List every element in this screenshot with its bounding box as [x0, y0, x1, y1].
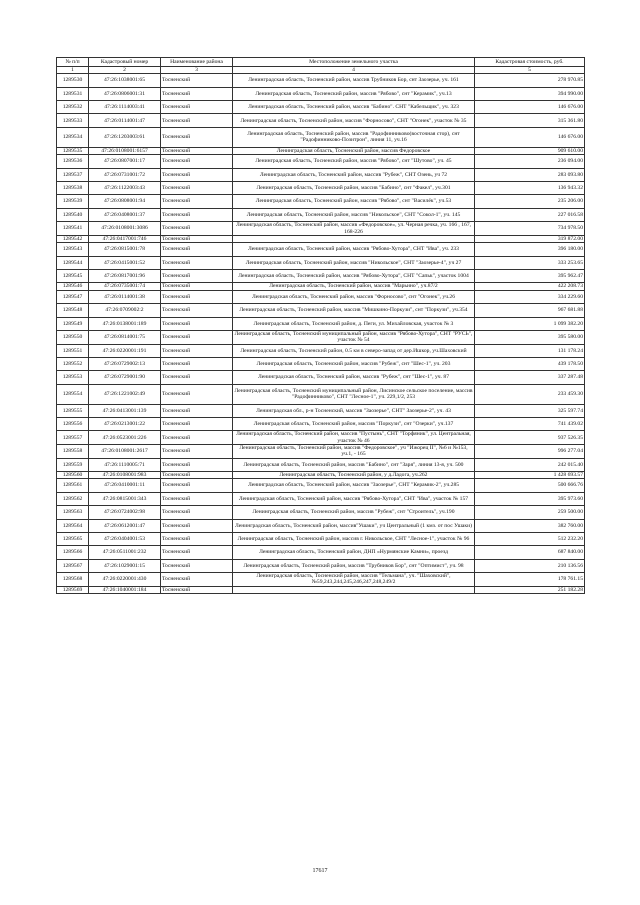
table-row	[57, 506, 585, 519]
cadastral-value-cell: 1 428 693.57	[475, 472, 585, 479]
cadastral-number-cell: 47:26:0729001:90	[89, 371, 161, 384]
table-row	[57, 472, 585, 479]
district-cell: Тосненский	[161, 533, 233, 546]
table-row	[57, 114, 585, 127]
header-cadastral-number: Кадастровый номер	[89, 58, 161, 67]
cadastral-number-cell: 47:26:0808001:94	[89, 195, 161, 208]
table-row	[57, 479, 585, 492]
column-number: 5	[475, 67, 585, 74]
row-number-cell: 1289549	[57, 317, 89, 330]
cadastral-value-cell: 315 361.80	[475, 114, 585, 127]
row-number-cell: 1289541	[57, 222, 89, 236]
cadastral-number-cell: 47:26:0814001:75	[89, 330, 161, 344]
cadastral-number-cell: 47:26:1110005:71	[89, 458, 161, 471]
table-row	[57, 269, 585, 282]
cadastral-value-cell: 394 990.00	[475, 87, 585, 100]
district-cell: Тосненский	[161, 445, 233, 459]
location-cell: Ленинградская область, Тосненский район, массив "Рубеж", снт "Шес-1", уч. 87	[233, 371, 475, 384]
row-number-cell: 1289563	[57, 506, 89, 519]
column-number-row	[57, 67, 585, 74]
row-number-cell: 1289552	[57, 357, 89, 370]
column-number: 4	[233, 67, 475, 74]
table-row	[57, 445, 585, 459]
location-cell: Ленинградская область, Тосненский район, массив "Рябово-Хутора", СНТ "Сапьк", участок 1004	[233, 269, 475, 282]
cadastral-value-cell: 146 676.00	[475, 127, 585, 147]
cadastral-value-cell: 422 208.73	[475, 283, 585, 290]
district-cell: Тосненский	[161, 208, 233, 221]
district-cell: Тосненский	[161, 269, 233, 282]
document-sheet	[56, 57, 584, 594]
district-cell: Тосненский	[161, 168, 233, 181]
table-row	[57, 573, 585, 587]
cadastral-value-cell: 967 681.88	[475, 304, 585, 317]
cadastral-number-cell: 47:26:0612001:47	[89, 519, 161, 532]
district-cell: Тосненский	[161, 222, 233, 236]
district-cell: Тосненский	[161, 235, 233, 242]
cadastral-number-cell: 47:26:0817001:96	[89, 269, 161, 282]
row-number-cell: 1289551	[57, 344, 89, 357]
location-cell: Ленинградская область, Тосненский район, 0.5 км в северо-запад от дер.Ишкор, уч.Шаховский	[233, 344, 475, 357]
cadastral-value-cell: 178 761.15	[475, 573, 585, 587]
cadastral-value-cell: 937 526.35	[475, 431, 585, 445]
cadastral-value-cell: 512 232.20	[475, 533, 585, 546]
district-cell: Тосненский	[161, 418, 233, 431]
cadastral-number-cell: 47:26:0220001:430	[89, 573, 161, 587]
location-cell: Ленинградская область, Тосненский район, массив "Бабино", снт "Факел", уч.301	[233, 182, 475, 195]
location-cell: Ленинградская область, Тосненский район, массив "Трубников Бор", снт "Оптимист", уч. 98	[233, 559, 475, 572]
cadastral-number-cell: 47:26:0114001:38	[89, 290, 161, 303]
cadastral-number-cell: 47:26:0511001:232	[89, 546, 161, 559]
location-cell: Ленинградская область, Тосненский муниципальный район, Лисинское сельское поселение, массив "Радофинниково", СНТ "Лесное-1", уч. 229,1/2, 253	[233, 384, 475, 404]
row-number-cell: 1289560	[57, 472, 89, 479]
table-row	[57, 344, 585, 357]
location-cell: Ленинградская область, Тосненский район, у д.Ладога, уч.262	[233, 472, 475, 479]
cadastral-value-cell: 734 978.50	[475, 222, 585, 236]
cadastral-value-cell: 396 180.00	[475, 243, 585, 256]
row-number-cell: 1289558	[57, 445, 89, 459]
district-cell: Тосненский	[161, 586, 233, 593]
row-number-cell: 1289564	[57, 519, 89, 532]
row-number-cell: 1289566	[57, 546, 89, 559]
location-cell: Ленинградская область, Тосненский район, массив "Рябово-Хутора", СНТ "Ива", уч. 233	[233, 243, 475, 256]
location-cell: Ленинградская область, Тосненский район, массив Трубников Бор, снт Заозерье, уч. 161	[233, 74, 475, 87]
district-cell: Тосненский	[161, 182, 233, 195]
table-row	[57, 168, 585, 181]
table-row	[57, 290, 585, 303]
cadastral-number-cell: 47:26:0404001:53	[89, 533, 161, 546]
cadastral-value-cell: 741 439.02	[475, 418, 585, 431]
district-cell: Тосненский	[161, 404, 233, 417]
cadastral-number-cell: 47:26:0108001:3086	[89, 222, 161, 236]
district-cell: Тосненский	[161, 431, 233, 445]
row-number-cell: 1289546	[57, 283, 89, 290]
table-row	[57, 101, 585, 114]
table-row	[57, 155, 585, 168]
district-cell: Тосненский	[161, 384, 233, 404]
table-row	[57, 182, 585, 195]
district-cell: Тосненский	[161, 195, 233, 208]
row-number-cell: 1289554	[57, 384, 89, 404]
cadastral-number-cell: 47:26:0417001:746	[89, 235, 161, 242]
cadastral-value-cell: 1 099 382.20	[475, 317, 585, 330]
location-cell: Ленинградская область, Тосненский район, массив "Рубеж", СНТ Озень, уч 72	[233, 168, 475, 181]
cadastral-number-cell: 47:26:1114003:41	[89, 101, 161, 114]
cadastral-number-cell: 47:26:0735001:74	[89, 283, 161, 290]
cadastral-value-cell: 227 016.58	[475, 208, 585, 221]
location-cell: Ленинградская область, Тосненский район, ДНП «Нурмянские Камни», проезд	[233, 546, 475, 559]
table-row	[57, 586, 585, 593]
cadastral-number-cell: 47:26:0815001:78	[89, 243, 161, 256]
location-cell: Ленинградская область, Тосненский район, массив "Федоровское", уч "Ижорец II", №6 и №153, уч.1, - 165	[233, 445, 475, 459]
district-cell: Тосненский	[161, 458, 233, 471]
district-cell: Тосненский	[161, 127, 233, 147]
location-cell: Ленинградская область, Тосненский район, массив "Рябово", снт "Шутово", уч. 45	[233, 155, 475, 168]
table-row	[57, 533, 585, 546]
cadastral-value-cell: 251 182.28	[475, 586, 585, 593]
cadastral-value-cell: 337 287.48	[475, 371, 585, 384]
table-row	[57, 87, 585, 100]
location-cell	[233, 235, 475, 242]
cadastral-value-cell: 395 580.00	[475, 330, 585, 344]
row-number-cell: 1289539	[57, 195, 89, 208]
table-row	[57, 195, 585, 208]
cadastral-value-cell: 333 253.65	[475, 256, 585, 269]
location-cell	[233, 586, 475, 593]
district-cell: Тосненский	[161, 506, 233, 519]
table-row	[57, 546, 585, 559]
district-cell: Тосненский	[161, 559, 233, 572]
row-number-cell: 1289545	[57, 269, 89, 282]
location-cell: Ленинградская область, Тосненский район, массив "Радофинниково(восточная стор), снт "Радофинниково-Позитрон", линия 11, уч.16	[233, 127, 475, 147]
row-number-cell: 1289567	[57, 559, 89, 572]
row-number-cell: 1289544	[57, 256, 89, 269]
table-row	[57, 404, 585, 417]
row-number-cell: 1289548	[57, 304, 89, 317]
district-cell: Тосненский	[161, 371, 233, 384]
row-number-cell: 1289555	[57, 404, 89, 417]
table-row	[57, 256, 585, 269]
location-cell: Ленинградская область, Тосненский район, массив "Марьино", уч.87/2	[233, 283, 475, 290]
header-cadastral-value: Кадастровая стоимость, руб.	[475, 58, 585, 67]
table-row	[57, 222, 585, 236]
row-number-cell: 1289534	[57, 127, 89, 147]
location-cell: Ленинградская область, Тосненский район, массив "Никольское", СНТ "Сокол-1", уч. 145	[233, 208, 475, 221]
location-cell: Ленинградская область, Тосненский район, массив "Мишкино-Поркузи", снт "Поркузи", уч.354	[233, 304, 475, 317]
row-number-cell: 1289565	[57, 533, 89, 546]
district-cell: Тосненский	[161, 114, 233, 127]
location-cell: Ленинградская область, Тосненский район, массив "Поркузи", снт "Озерки", уч.137	[233, 418, 475, 431]
cadastral-value-cell: 278 970.85	[475, 74, 585, 87]
cadastral-value-cell: 382 760.00	[475, 519, 585, 532]
district-cell: Тосненский	[161, 573, 233, 587]
column-number: 2	[89, 67, 161, 74]
district-cell: Тосненский	[161, 304, 233, 317]
header-number: № п/п	[57, 58, 89, 67]
table-row	[57, 317, 585, 330]
district-cell: Тосненский	[161, 243, 233, 256]
cadastral-number-cell: 47:26:1203003:61	[89, 127, 161, 147]
row-number-cell: 1289538	[57, 182, 89, 195]
cadastral-value-cell: 235 206.00	[475, 195, 585, 208]
row-number-cell: 1289542	[57, 235, 89, 242]
table-row	[57, 384, 585, 404]
page-number: 17617	[312, 868, 328, 874]
district-cell: Тосненский	[161, 290, 233, 303]
location-cell: Ленинградская обл., р-н Тосненский, массив "Заозерье", СНТ" Заозерье-2", уч. 43	[233, 404, 475, 417]
table-row	[57, 357, 585, 370]
header-location: Местоположение земельного участка	[233, 58, 475, 67]
district-cell: Тосненский	[161, 87, 233, 100]
row-number-cell: 1289540	[57, 208, 89, 221]
cadastral-number-cell: 47:26:0815001:343	[89, 492, 161, 505]
header-district: Наименование района	[161, 58, 233, 67]
cadastral-number-cell: 47:26:0108001:983	[89, 472, 161, 479]
table-row	[57, 519, 585, 532]
cadastral-number-cell: 47:26:0724002:98	[89, 506, 161, 519]
cadastral-number-cell: 47:26:0138001:189	[89, 317, 161, 330]
row-number-cell: 1289531	[57, 87, 89, 100]
cadastral-value-cell: 136 943.32	[475, 182, 585, 195]
table-row	[57, 127, 585, 147]
cadastral-number-cell: 47:26:1029001:15	[89, 559, 161, 572]
cadastral-value-cell: 334 229.60	[475, 290, 585, 303]
cadastral-number-cell: 47:26:0415001:52	[89, 256, 161, 269]
location-cell: Ленинградская область, Тосненский район, массив "Рябово-Хутора", СНТ "Ива", участок № 157	[233, 492, 475, 505]
cadastral-number-cell: 47:26:0413001:139	[89, 404, 161, 417]
district-cell: Тосненский	[161, 330, 233, 344]
cadastral-number-cell: 47:26:1040001:184	[89, 586, 161, 593]
row-number-cell: 1289543	[57, 243, 89, 256]
row-number-cell: 1289550	[57, 330, 89, 344]
cadastral-value-cell: 319 872.00	[475, 235, 585, 242]
row-number-cell: 1289530	[57, 74, 89, 87]
row-number-cell: 1289568	[57, 573, 89, 587]
district-cell: Тосненский	[161, 546, 233, 559]
district-cell: Тосненский	[161, 317, 233, 330]
cadastral-number-cell: 47:26:1221002:49	[89, 384, 161, 404]
cadastral-value-cell: 687 840.00	[475, 546, 585, 559]
cadastral-value-cell: 439 178.50	[475, 357, 585, 370]
table-row	[57, 492, 585, 505]
location-cell: Ленинградская область, Тосненский район, массив "Пустынь", СНТ "Торфяник", ул. Центральная, участок № 46	[233, 431, 475, 445]
row-number-cell: 1289561	[57, 479, 89, 492]
row-number-cell: 1289535	[57, 147, 89, 154]
row-number-cell: 1289569	[57, 586, 89, 593]
table-row	[57, 235, 585, 242]
location-cell: Ленинградская область, Тосненский район, массив "Рябово", снт "Василёк", уч.53	[233, 195, 475, 208]
cadastral-number-cell: 47:26:1038001:65	[89, 74, 161, 87]
district-cell: Тосненский	[161, 519, 233, 532]
district-cell: Тосненский	[161, 283, 233, 290]
cadastral-value-cell: 146 676.00	[475, 101, 585, 114]
cadastral-number-cell: 47:26:1122003:43	[89, 182, 161, 195]
cadastral-number-cell: 47:26:0108001:6157	[89, 147, 161, 154]
cadastral-value-cell: 395 973.60	[475, 492, 585, 505]
location-cell: Ленинградская область, Тосненский район, массив "Форносово", снт "Огонек", уч.26	[233, 290, 475, 303]
table-row	[57, 371, 585, 384]
cadastral-number-cell: 47:26:0523001:226	[89, 431, 161, 445]
cadastral-number-cell: 47:26:0114001:47	[89, 114, 161, 127]
location-cell: Ленинградская область, Тосненский район, массив "Рябово", снт "Керамик", уч.13	[233, 87, 475, 100]
location-cell: Ленинградская область, Тосненский район, массив «Федоровское», ул. Черная речка, уч. 166 , 167, 168-226	[233, 222, 475, 236]
cadastral-value-cell: 283 093.80	[475, 168, 585, 181]
location-cell: Ленинградская область, Тосненский район, массив "Рубеж", снт "Шес-1", уч. 203	[233, 357, 475, 370]
cadastral-table	[56, 57, 585, 594]
table-body	[57, 74, 585, 594]
cadastral-number-cell: 47:26:0729002:13	[89, 357, 161, 370]
row-number-cell: 1289559	[57, 458, 89, 471]
location-cell: Ленинградская область, Тосненский район, массив "Тельмана", уч. "Шаховский", №59,243,244,245,246,247,248,249/2	[233, 573, 475, 587]
location-cell: Ленинградская область, Тосненский муниципальный район, массив "Рябово-Хутора", СНТ "РУСЬ", участок № 54	[233, 330, 475, 344]
table-row	[57, 147, 585, 154]
location-cell: Ленинградская область, Тосненский район, массив "Никольское", СНТ "Заозерье-4", уч 27	[233, 256, 475, 269]
table-row	[57, 304, 585, 317]
district-cell: Тосненский	[161, 74, 233, 87]
district-cell: Тосненский	[161, 344, 233, 357]
cadastral-value-cell: 395 962.47	[475, 269, 585, 282]
district-cell: Тосненский	[161, 256, 233, 269]
location-cell: Ленинградская область, Тосненский район, массив "Бабино", снт "Заря", линия 13-я, уч. 500	[233, 458, 475, 471]
table-row	[57, 283, 585, 290]
table-row	[57, 243, 585, 256]
location-cell: Ленинградская область, Тосненский район, массив"Ушаки", уч Центральный (1 кмз. от пос Ушаки)	[233, 519, 475, 532]
cadastral-value-cell: 259 500.00	[475, 506, 585, 519]
cadastral-number-cell: 47:26:0408001:37	[89, 208, 161, 221]
cadastral-number-cell: 47:26:0213001:22	[89, 418, 161, 431]
cadastral-value-cell: 909 610.00	[475, 147, 585, 154]
cadastral-value-cell: 233 459.30	[475, 384, 585, 404]
cadastral-number-cell: 47:26:0806001:31	[89, 87, 161, 100]
cadastral-number-cell: 47:26:0410001:11	[89, 479, 161, 492]
cadastral-value-cell: 996 277.04	[475, 445, 585, 459]
table-row	[57, 74, 585, 87]
district-cell: Тосненский	[161, 101, 233, 114]
location-cell: Ленинградская область, Тосненский район, массив г. Никольское, СНТ "Лесное-1", участок № 96	[233, 533, 475, 546]
district-cell: Тосненский	[161, 492, 233, 505]
location-cell: Ленинградская область, Тосненский район, массив "Рубеж", снт "Строитель", уч.190	[233, 506, 475, 519]
row-number-cell: 1289557	[57, 431, 89, 445]
location-cell: Ленинградская область, Тосненский район, массив "Форносово", СНТ "Огонек", участок № 35	[233, 114, 475, 127]
cadastral-number-cell: 47:26:0220001:191	[89, 344, 161, 357]
row-number-cell: 1289532	[57, 101, 89, 114]
row-number-cell: 1289533	[57, 114, 89, 127]
cadastral-value-cell: 325 597.74	[475, 404, 585, 417]
table-row	[57, 418, 585, 431]
cadastral-number-cell: 47:26:0709002:2	[89, 304, 161, 317]
district-cell: Тосненский	[161, 147, 233, 154]
row-number-cell: 1289553	[57, 371, 89, 384]
row-number-cell: 1289556	[57, 418, 89, 431]
district-cell: Тосненский	[161, 472, 233, 479]
row-number-cell: 1289537	[57, 168, 89, 181]
cadastral-number-cell: 47:26:0731001:72	[89, 168, 161, 181]
district-cell: Тосненский	[161, 155, 233, 168]
location-cell: Ленинградская область, Тосненский район, массив "Бабино". СНТ "Кабельщик", уч. 323	[233, 101, 475, 114]
row-number-cell: 1289562	[57, 492, 89, 505]
table-row	[57, 330, 585, 344]
cadastral-number-cell: 47:26:0108001:2617	[89, 445, 161, 459]
location-cell: Ленинградская область, Тосненский район, массив Федоровское	[233, 147, 475, 154]
cadastral-value-cell: 210 136.56	[475, 559, 585, 572]
cadastral-value-cell: 500 666.76	[475, 479, 585, 492]
location-cell: Ленинградская область, Тосненский район, д. Пеги, ул. Михайловская, участок № 3	[233, 317, 475, 330]
cadastral-value-cell: 236 094.00	[475, 155, 585, 168]
table-row	[57, 431, 585, 445]
table-row	[57, 458, 585, 471]
column-number: 1	[57, 67, 89, 74]
table-row	[57, 208, 585, 221]
row-number-cell: 1289547	[57, 290, 89, 303]
cadastral-value-cell: 131 178.24	[475, 344, 585, 357]
table-row	[57, 559, 585, 572]
header-row	[57, 58, 585, 67]
row-number-cell: 1289536	[57, 155, 89, 168]
district-cell: Тосненский	[161, 357, 233, 370]
cadastral-value-cell: 242 015.40	[475, 458, 585, 471]
district-cell: Тосненский	[161, 479, 233, 492]
column-number: 3	[161, 67, 233, 74]
location-cell: Ленинградская область, Тосненский район, массив "Заозерье", СНТ "Керамик-2", уч.285	[233, 479, 475, 492]
cadastral-number-cell: 47:26:0807001:17	[89, 155, 161, 168]
